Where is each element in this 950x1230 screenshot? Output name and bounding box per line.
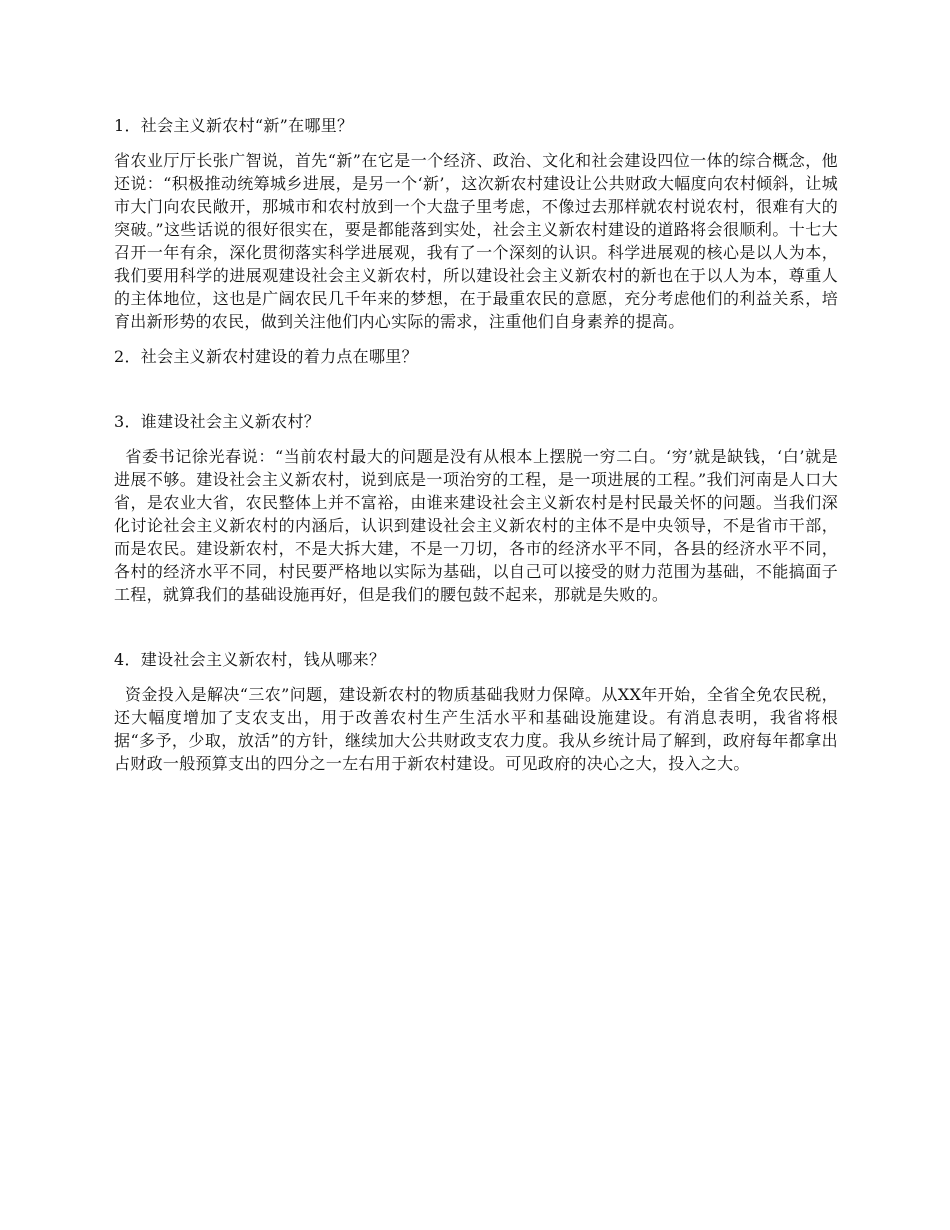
document-page bbox=[114, 110, 838, 775]
section-1-body: 省农业厅厅长张广智说，首先“新”在它是一个经济、政治、文化和社会建设四位一体的综合概念，他还说：“积极推动统筹城乡进展，是另一个‘新’，这次新农村建设让公共财政大幅度向农村倾斜，让城市大门向农民敞开，那城市和农村放到一个大盘子里考虑，不像过去那样就农村说农村，很难有大的突破。”这些话说的很好很实在，要是都能落到实处，社会主义新农村建设的道路将会很顺利。十七大召开一年有余，深化贯彻落实科学进展观，我有了一个深刻的认识。科学进展观的核心是以人为本，我们要用科学的进展观建设社会主义新农村，所以建设社会主义新农村的新也在于以人为本，尊重人的主体地位，这也是广阔农民几千年来的梦想，在于最重农民的意愿，充分考虑他们的利益关系，培育出新形势的农民，做到关注他们内心实际的需求，注重他们自身素养的提高。 bbox=[114, 151, 838, 331]
section-4-body: 资金投入是解决“三农”问题，建设新农村的物质基础我财力保障。从XX年开始，全省全免农民税，还大幅度增加了支农支出，用于改善农村生产生活水平和基础设施建设。有消息表明，我省将根据“多予，少取，放活”的方针，继续加大公共财政支农力度。我从乡统计局了解到，政府每年都拿出占财政一般预算支出的四分之一左右用于新农村建设。可见政府的决心之大，投入之大。 bbox=[114, 685, 838, 773]
section-1-heading: 1．社会主义新农村“新”在哪里？ bbox=[114, 116, 354, 135]
section-4-heading: 4．建设社会主义新农村，钱从哪来？ bbox=[114, 650, 386, 669]
section-3-body: 省委书记徐光春说：“当前农村最大的问题是没有从根本上摆脱一穷二白。‘穷’就是缺钱，‘白’就是进展不够。建设社会主义新农村，说到底是一项治穷的工程，是一项进展的工程。”我们河南是人口大省，是农业大省，农民整体上并不富裕，由谁来建设社会主义新农村是村民最关怀的问题。当我们深化讨论社会主义新农村的内涵后，认识到建设社会主义新农村的主体不是中央领导，不是省市干部，而是农民。建设新农村，不是大拆大建，不是一刀切，各市的经济水平不同，各县的经济水平不同，各村的经济水平不同，村民要严格地以实际为基础，以自己可以接受的财力范围为基础，不能搞面子工程，就算我们的基础设施再好，但是我们的腰包鼓不起来，那就是失败的。 bbox=[114, 447, 838, 604]
section-2-heading: 2．社会主义新农村建设的着力点在哪里？ bbox=[114, 347, 418, 366]
section-3-heading: 3．谁建设社会主义新农村？ bbox=[114, 412, 321, 431]
